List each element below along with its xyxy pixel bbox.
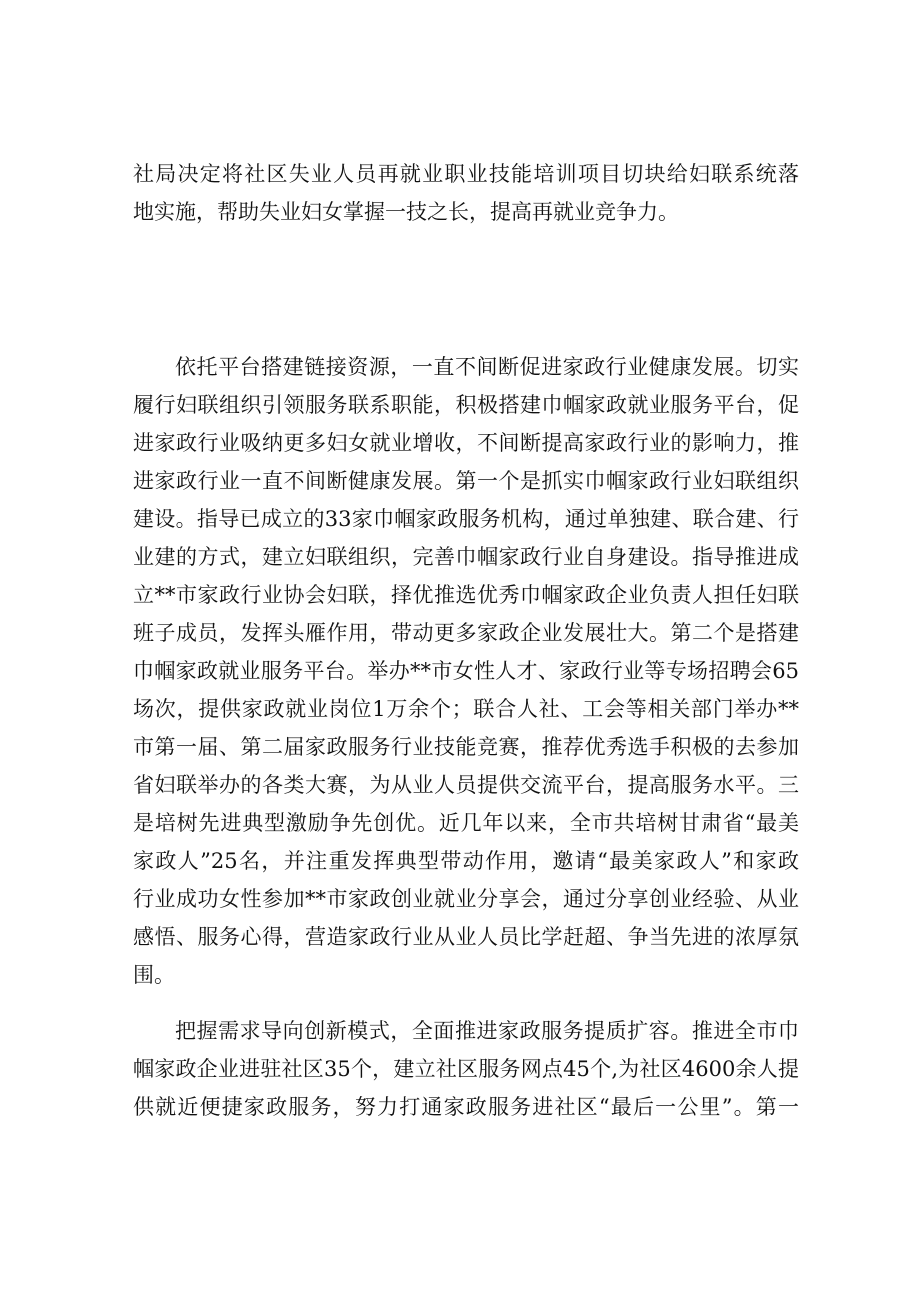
paragraph-line: 业建的方式，建立妇联组织，完善巾帼家政行业自身建设。指导推进成	[133, 545, 799, 569]
paragraph-line: 省妇联举办的各类大赛，为从业人员提供交流平台，提高服务水平。三	[133, 773, 799, 797]
paragraph-line: 供就近便捷家政服务，努力打通家政服务进社区“最后一公里”。第一	[133, 1095, 799, 1119]
paragraph-line: 家政人”25名，并注重发挥典型带动作用，邀请“最美家政人”和家政	[133, 849, 799, 873]
paragraph-line: 进家政行业吸纳更多妇女就业增收，不间断提高家政行业的影响力，推	[133, 431, 799, 455]
paragraph-line: 行业成功女性参加**市家政创业就业分享会，通过分享创业经验、从业	[133, 887, 799, 911]
paragraph-line: 围。	[133, 963, 175, 987]
paragraph-line: 依托平台搭建链接资源，一直不间断促进家政行业健康发展。切实	[175, 355, 799, 379]
paragraph-line: 巾帼家政就业服务平台。举办**市女性人才、家政行业等专场招聘会65	[133, 659, 799, 683]
paragraph-2	[133, 348, 799, 994]
paragraph-line: 立**市家政行业协会妇联，择优推选优秀巾帼家政企业负责人担任妇联	[133, 583, 799, 607]
paragraph-line: 帼家政企业进驻社区35个，建立社区服务网点45个,为社区4600余人提	[133, 1057, 799, 1081]
paragraph-line: 把握需求导向创新模式，全面推进家政服务提质扩容。推进全市巾	[175, 1019, 799, 1043]
paragraph-line: 社局决定将社区失业人员再就业职业技能培训项目切块给妇联系统落	[133, 162, 799, 186]
paragraph-line: 市第一届、第二届家政服务行业技能竞赛，推荐优秀选手积极的去参加	[133, 735, 799, 759]
paragraph-line: 进家政行业一直不间断健康发展。第一个是抓实巾帼家政行业妇联组织	[133, 469, 799, 493]
paragraph-line: 是培树先进典型激励争先创优。近几年以来，全市共培树甘肃省“最美	[133, 811, 799, 835]
paragraph-line: 感悟、服务心得，营造家政行业从业人员比学赶超、争当先进的浓厚氛	[133, 925, 799, 949]
paragraph-line: 班子成员，发挥头雁作用，带动更多家政企业发展壮大。第二个是搭建	[133, 621, 799, 645]
paragraph-line: 地实施，帮助失业妇女掌握一技之长，提高再就业竞争力。	[133, 200, 679, 224]
paragraph-3	[133, 1012, 799, 1126]
paragraph-line: 履行妇联组织引领服务联系职能，积极搭建巾帼家政就业服务平台，促	[133, 393, 799, 417]
paragraph-1	[133, 155, 799, 231]
paragraph-line: 场次，提供家政就业岗位1万余个；联合人社、工会等相关部门举办**	[133, 697, 799, 721]
paragraph-line: 建设。指导已成立的33家巾帼家政服务机构，通过单独建、联合建、行	[133, 507, 799, 531]
